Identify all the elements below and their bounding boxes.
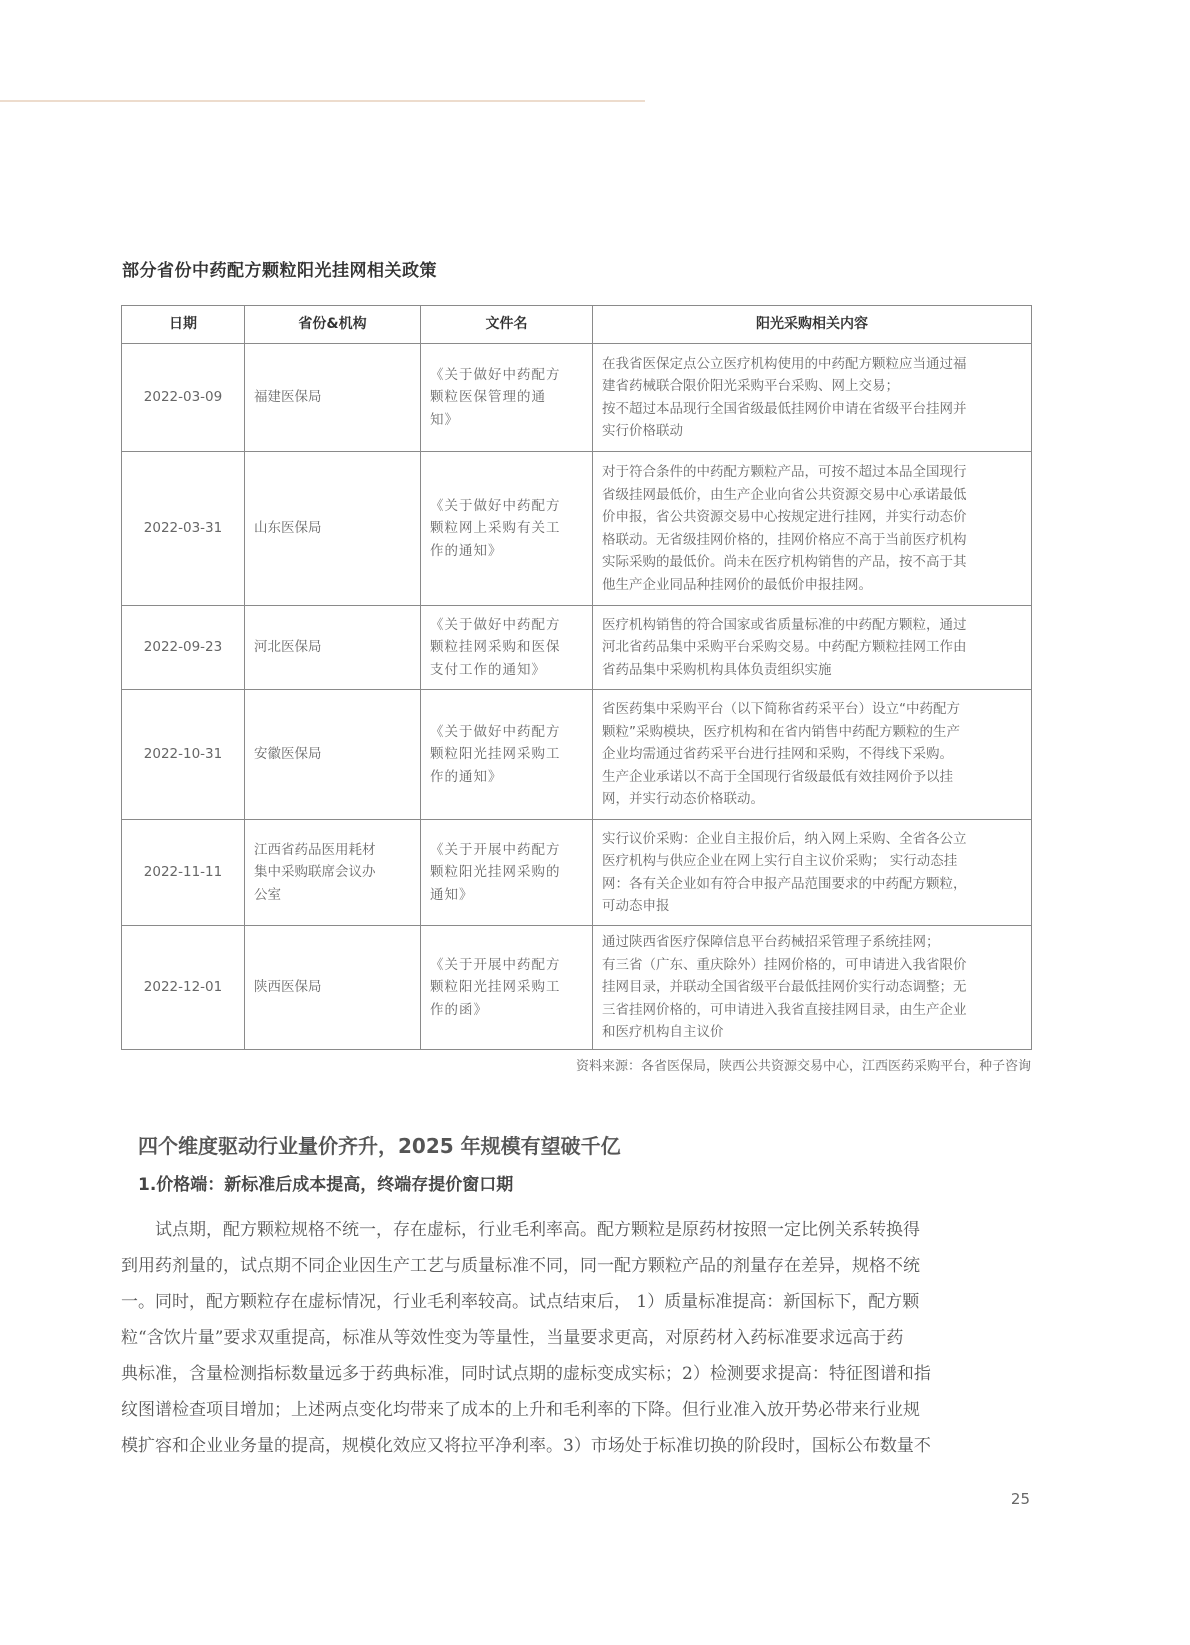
cell-line: 陕西医保局: [254, 979, 322, 995]
cell-line: 对于符合条件的中药配方颗粒产品，可按不超过本品全国现行: [602, 464, 967, 480]
cell-line: 企业均需通过省药采平台进行挂网和采购，不得线下采购。: [602, 746, 953, 763]
cell-line: 医疗机构与供应企业在网上实行自主议价采购； 实行动态挂: [602, 853, 958, 869]
cell-line: 江西省药品医用耗材: [254, 841, 376, 858]
cell-doc: [421, 820, 593, 926]
col-header-doc: 文件名: [421, 306, 593, 344]
cell-line: 公室: [254, 886, 281, 903]
cell-line: 颗粒阳光挂网采购工: [430, 979, 561, 995]
body-line: 试点期，配方颗粒规格不统一，存在虚标，行业毛利率高。配方颗粒是原药材按照一定比例关系转换得: [121, 1220, 920, 1240]
cell-line: 作的函》: [430, 1001, 488, 1018]
cell-line: 知》: [430, 411, 459, 428]
cell-line: 通过陕西省医疗保障信息平台药械招采管理子系统挂网；: [602, 934, 940, 950]
cell-line: 可动态申报: [602, 898, 670, 914]
cell-org: [245, 452, 421, 606]
cell-line: 作的通知》: [430, 542, 503, 559]
cell-line: 山东医保局: [254, 520, 322, 537]
cell-line: 颗粒阳光挂网采购工: [430, 746, 561, 763]
body-paragraph: [121, 1212, 1032, 1464]
cell-doc: [421, 690, 593, 820]
cell-org: [245, 344, 421, 452]
cell-line: 福建医保局: [254, 389, 322, 406]
cell-line: 实行价格联动: [602, 423, 683, 439]
table-row: [122, 344, 1032, 452]
body-line: 典标准，含量检测指标数量远多于药典标准，同时试点期的虚标变成实标；2）检测要求提高：特征图谱和指: [121, 1364, 931, 1384]
cell-line: 通知》: [430, 886, 474, 903]
cell-date: 2022-10-31: [122, 690, 245, 820]
cell-content: [593, 344, 1032, 452]
cell-line: 实行议价采购：企业自主报价后，纳入网上采购、全省各公立: [602, 830, 967, 847]
col-header-content: 阳光采购相关内容: [593, 306, 1032, 344]
cell-doc: [421, 926, 593, 1050]
cell-line: 集中采购联席会议办: [254, 864, 376, 881]
cell-line: 安徽医保局: [254, 746, 322, 763]
cell-line: 《关于开展中药配方: [430, 841, 561, 858]
cell-line: 支付工作的通知》: [430, 661, 546, 678]
page-number: 25: [1010, 1490, 1030, 1508]
cell-line: 实际采购的最低价。尚未在医疗机构销售的产品，按不高于其: [602, 554, 967, 570]
cell-line: 格联动。无省级挂网价格的，挂网价格应不高于当前医疗机构: [602, 531, 967, 548]
col-header-org: 省份&机构: [245, 306, 421, 344]
cell-line: 和医疗机构自主议价: [602, 1024, 724, 1040]
cell-line: 在我省医保定点公立医疗机构使用的中药配方颗粒应当通过福: [602, 355, 967, 372]
cell-line: 作的通知》: [430, 768, 503, 785]
cell-content: [593, 606, 1032, 690]
cell-line: 价申报，省公共资源交易中心按规定进行挂网，并实行动态价: [602, 509, 967, 525]
cell-line: 《关于开展中药配方: [430, 956, 561, 973]
table-title: 部分省份中药配方颗粒阳光挂网相关政策: [122, 261, 437, 281]
table-row: [122, 820, 1032, 926]
cell-line: 《关于做好中药配方: [430, 723, 561, 740]
body-line: 模扩容和企业业务量的提高，规模化效应又将拉平净利率。3）市场处于标准切换的阶段时，国标公布数量不: [121, 1436, 931, 1456]
table-row: [122, 606, 1032, 690]
cell-date: 2022-09-23: [122, 606, 245, 690]
cell-line: 颗粒”采购模块，医疗机构和在省内销售中药配方颗粒的生产: [602, 723, 960, 740]
table-header-row: [122, 306, 1032, 344]
cell-line: 颗粒挂网采购和医保: [430, 639, 561, 656]
cell-org: [245, 606, 421, 690]
cell-line: 三省挂网价格的，可申请进入我省直接挂网目录，由生产企业: [602, 1001, 967, 1018]
cell-org: [245, 690, 421, 820]
body-line: 一。同时，配方颗粒存在虚标情况，行业毛利率较高。试点结束后， 1）质量标准提高：新国标下，配方颗: [121, 1292, 920, 1312]
cell-line: 《关于做好中药配方: [430, 616, 561, 633]
cell-content: [593, 926, 1032, 1050]
table-row: [122, 452, 1032, 606]
cell-line: 颗粒阳光挂网采购的: [430, 864, 561, 881]
cell-line: 他生产企业同品种挂网价的最低价申报挂网。: [602, 576, 872, 593]
body-line: 粒“含饮片量”要求双重提高，标准从等效性变为等量性，当量要求更高，对原药材入药标准要求远高于药: [121, 1328, 904, 1348]
cell-line: 建省药械联合限价阳光采购平台采购、网上交易；: [602, 378, 899, 394]
cell-date: 2022-03-09: [122, 344, 245, 452]
table-row: [122, 926, 1032, 1050]
cell-line: 《关于做好中药配方: [430, 497, 561, 514]
body-line: 纹图谱检查项目增加；上述两点变化均带来了成本的上升和毛利率的下降。但行业准入放开势必带来行业规: [121, 1400, 920, 1420]
cell-line: 有三省（广东、重庆除外）挂网价格的，可申请进入我省限价: [602, 956, 967, 973]
cell-content: [593, 820, 1032, 926]
cell-date: 2022-12-01: [122, 926, 245, 1050]
cell-line: 按不超过本品现行全国省级最低挂网价申请在省级平台挂网并: [602, 400, 967, 417]
cell-line: 生产企业承诺以不高于全国现行省级最低有效挂网价予以挂: [602, 768, 953, 785]
header-rule: [0, 100, 645, 102]
cell-doc: [421, 452, 593, 606]
section-heading: 四个维度驱动行业量价齐升，2025 年规模有望破千亿: [138, 1134, 621, 1158]
cell-line: 河北省药品集中采购平台采购交易。中药配方颗粒挂网工作由: [602, 639, 967, 656]
cell-line: 颗粒网上采购有关工: [430, 520, 561, 537]
policy-table: [121, 305, 1032, 1050]
cell-line: 河北医保局: [254, 639, 322, 656]
source-note: 资料来源：各省医保局，陕西公共资源交易中心，江西医药采购平台，种子咨询: [575, 1059, 1031, 1074]
cell-line: 省医药集中采购平台（以下简称省药采平台）设立“中药配方: [602, 701, 960, 718]
cell-line: 挂网目录，并联动全国省级平台最低挂网价实行动态调整；无: [602, 979, 967, 995]
cell-doc: [421, 344, 593, 452]
table-row: [122, 690, 1032, 820]
cell-line: 省药品集中采购机构具体负责组织实施: [602, 661, 832, 678]
cell-doc: [421, 606, 593, 690]
cell-org: [245, 926, 421, 1050]
cell-line: 网，并实行动态价格联动。: [602, 791, 764, 808]
cell-org: [245, 820, 421, 926]
col-header-date: 日期: [122, 306, 245, 344]
subsection-heading: 1.价格端：新标准后成本提高，终端存提价窗口期: [138, 1175, 514, 1195]
cell-line: 颗粒医保管理的通: [430, 389, 546, 406]
cell-line: 医疗机构销售的符合国家或省质量标准的中药配方颗粒，通过: [602, 616, 967, 633]
cell-date: 2022-03-31: [122, 452, 245, 606]
cell-date: 2022-11-11: [122, 820, 245, 926]
cell-line: 省级挂网最低价，由生产企业向省公共资源交易中心承诺最低: [602, 486, 967, 503]
cell-line: 网：各有关企业如有符合申报产品范围要求的中药配方颗粒，: [602, 875, 967, 892]
cell-line: 《关于做好中药配方: [430, 366, 561, 383]
cell-content: [593, 452, 1032, 606]
body-line: 到用药剂量的，试点期不同企业因生产工艺与质量标准不同，同一配方颗粒产品的剂量存在差异，规格不统: [121, 1256, 920, 1276]
cell-content: [593, 690, 1032, 820]
